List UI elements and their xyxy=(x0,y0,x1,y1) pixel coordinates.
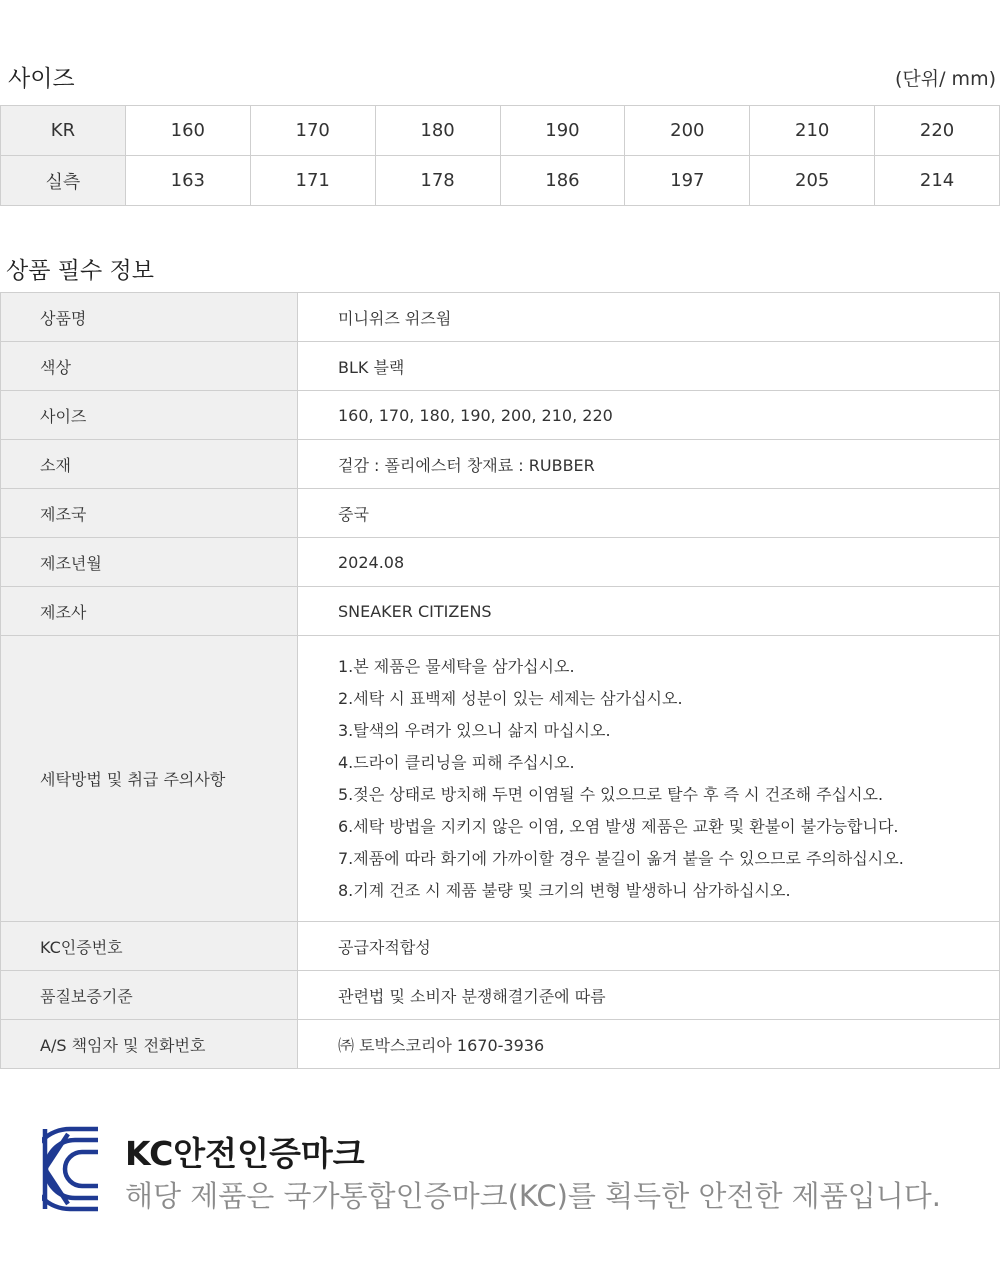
size-cell: 190 xyxy=(500,106,625,156)
care-item: 2.세탁 시 표백제 성분이 있는 세제는 삼가십시오. xyxy=(338,688,683,708)
size-cell: 171 xyxy=(250,156,375,206)
info-key: 사이즈 xyxy=(1,391,298,440)
info-row xyxy=(1,391,1000,440)
info-row xyxy=(1,489,1000,538)
size-cell: 197 xyxy=(625,156,750,206)
info-key: 상품명 xyxy=(1,293,298,342)
size-cell: 180 xyxy=(375,106,500,156)
size-cell: 220 xyxy=(875,106,1000,156)
size-cell: 163 xyxy=(125,156,250,206)
info-value: 2024.08 xyxy=(298,538,1000,587)
info-value: 공급자적합성 xyxy=(298,922,1000,971)
info-key: KC인증번호 xyxy=(1,922,298,971)
size-row-actual xyxy=(1,156,1000,206)
info-key: 색상 xyxy=(1,342,298,391)
size-header xyxy=(8,52,996,92)
care-key: 세탁방법 및 취급 주의사항 xyxy=(1,636,298,922)
info-title: 상품 필수 정보 xyxy=(6,258,154,284)
care-item: 7.제품에 따라 화기에 가까이할 경우 불길이 옮겨 붙을 수 있으므로 주의하십시오. xyxy=(338,848,904,868)
info-key: A/S 책임자 및 전화번호 xyxy=(1,1020,298,1069)
info-value: 관련법 및 소비자 분쟁해결기준에 따름 xyxy=(298,971,1000,1020)
info-value: 겉감 : 폴리에스터 창재료 : RUBBER xyxy=(298,440,1000,489)
size-cell: 210 xyxy=(750,106,875,156)
product-info-table xyxy=(0,292,1000,1069)
info-value: 중국 xyxy=(298,489,1000,538)
info-value: 160, 170, 180, 190, 200, 210, 220 xyxy=(298,391,1000,440)
kc-title: KC안전인증마크 xyxy=(125,1134,365,1173)
care-value xyxy=(298,636,1000,922)
care-item: 1.본 제품은 물세탁을 삼가십시오. xyxy=(338,656,575,676)
info-key: 품질보증기준 xyxy=(1,971,298,1020)
size-cell: 214 xyxy=(875,156,1000,206)
info-key: 소재 xyxy=(1,440,298,489)
info-value: BLK 블랙 xyxy=(298,342,1000,391)
info-row xyxy=(1,1020,1000,1069)
info-row xyxy=(1,587,1000,636)
care-item: 8.기계 건조 시 제품 불량 및 크기의 변형 발생하니 삼가하십시오. xyxy=(338,880,791,900)
size-cell: 170 xyxy=(250,106,375,156)
info-row xyxy=(1,971,1000,1020)
size-cell: 205 xyxy=(750,156,875,206)
info-row xyxy=(1,293,1000,342)
care-item: 6.세탁 방법을 지키지 않은 이염, 오염 발생 제품은 교환 및 환불이 불가능합니다. xyxy=(338,816,899,836)
care-item: 5.젖은 상태로 방치해 두면 이염될 수 있으므로 탈수 후 즉 시 건조해 주십시오. xyxy=(338,784,884,804)
size-row-label: 실측 xyxy=(1,156,126,206)
info-value: ㈜ 토박스코리아 1670-3936 xyxy=(298,1020,1000,1069)
info-value: SNEAKER CITIZENS xyxy=(298,587,1000,636)
size-cell: 200 xyxy=(625,106,750,156)
info-row xyxy=(1,342,1000,391)
kc-mark-icon xyxy=(42,1126,100,1212)
size-cell: 186 xyxy=(500,156,625,206)
info-key: 제조국 xyxy=(1,489,298,538)
size-table xyxy=(0,105,1000,206)
size-unit-label: (단위/ mm) xyxy=(895,68,996,90)
info-value: 미니위즈 위즈웜 xyxy=(298,293,1000,342)
info-row xyxy=(1,922,1000,971)
info-row xyxy=(1,538,1000,587)
kc-description: 해당 제품은 국가통합인증마크(KC)를 획득한 안전한 제품입니다. xyxy=(125,1179,941,1213)
info-key: 제조사 xyxy=(1,587,298,636)
care-list xyxy=(338,651,999,907)
info-row xyxy=(1,440,1000,489)
kc-mark-block xyxy=(42,1122,982,1222)
size-title: 사이즈 xyxy=(8,66,75,92)
size-row-kr xyxy=(1,106,1000,156)
size-cell: 178 xyxy=(375,156,500,206)
size-cell: 160 xyxy=(125,106,250,156)
care-row xyxy=(1,636,1000,922)
size-row-label: KR xyxy=(1,106,126,156)
care-item: 4.드라이 클리닝을 피해 주십시오. xyxy=(338,752,575,772)
info-key: 제조년월 xyxy=(1,538,298,587)
care-item: 3.탈색의 우려가 있으니 삶지 마십시오. xyxy=(338,720,611,740)
